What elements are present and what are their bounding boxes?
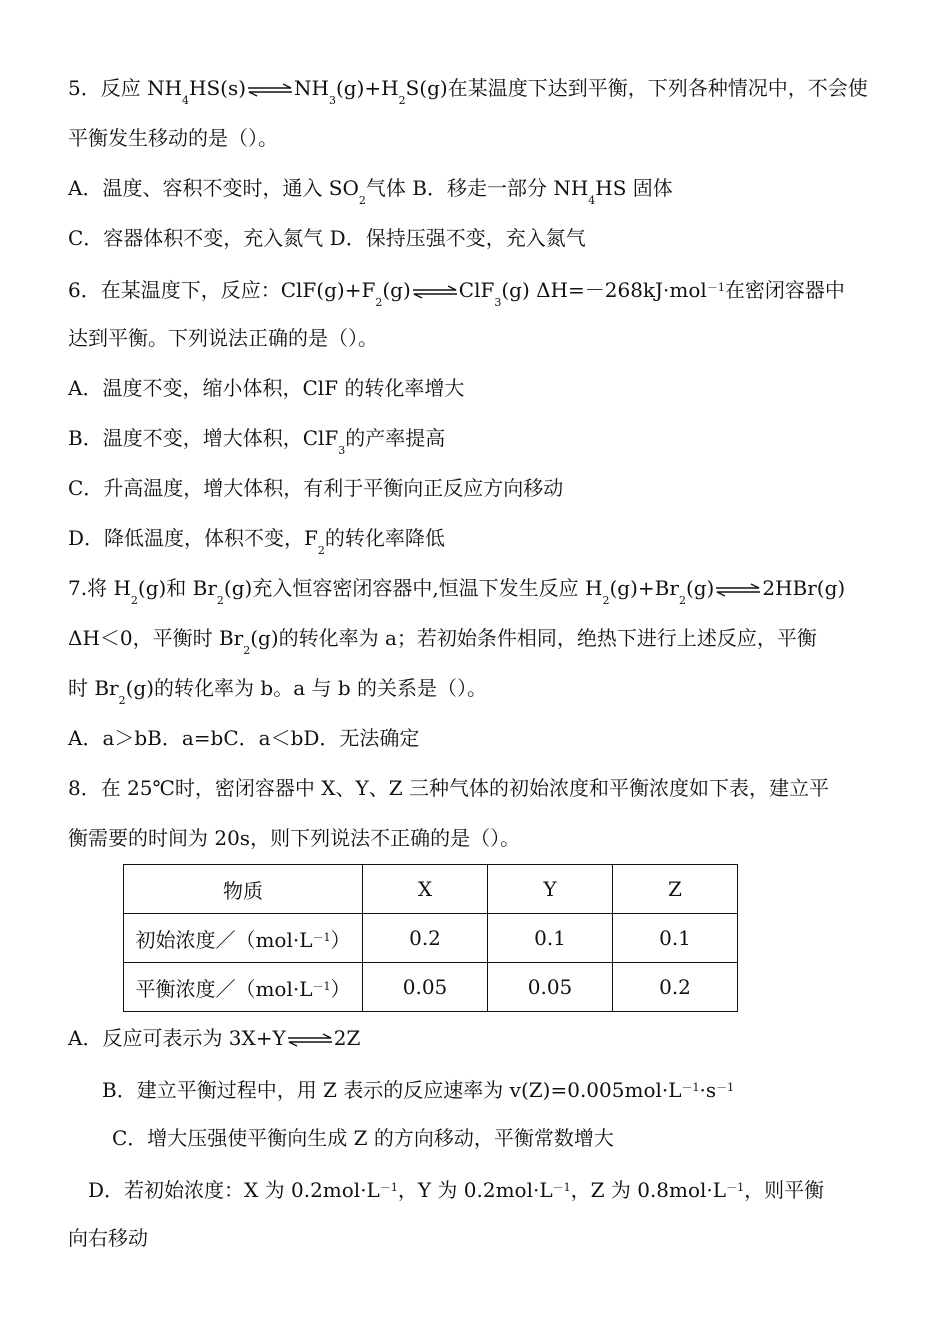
q7-line2: ΔH＜0，平衡时 $Br_2(g)$的转化率为 a；若初始条件相同，绝热下进行上述反应，平衡 <box>68 626 817 657</box>
table-row <box>124 914 738 963</box>
q6-option-b: B．温度不变，增大体积，ClF$_3$的产率提高 <box>68 426 446 457</box>
q8-option-b: B．建立平衡过程中，用 Z 表示的反应速率为 $v(Z)=0.005mol\cdot L^{-1}\cdot s^{-1}$ <box>102 1078 735 1102</box>
table-header-cell: Z <box>613 865 738 914</box>
q7-options: A．a＞bB．a=bC．a＜bD．无法确定 <box>68 726 420 750</box>
equilibrium-arrow-icon <box>715 583 761 597</box>
table-cell: 0.1 <box>488 914 613 963</box>
equilibrium-arrow-icon <box>412 285 458 299</box>
table-row-label: 平衡浓度$/(mol\cdot L^{-1})$ <box>124 963 363 1012</box>
q5-line2: 平衡发生移动的是（）。 <box>68 126 278 150</box>
q6-option-a: A．温度不变，缩小体积，ClF 的转化率增大 <box>68 376 465 400</box>
table-cell: 0.2 <box>363 914 488 963</box>
table-cell: 0.05 <box>363 963 488 1012</box>
q6-line1: 6．在某温度下，反应：$ClF(g)+F_2(g)$ ClF$_3$(g) ΔH=－268kJ·mol$^{-1}$在密闭容器中 <box>68 278 845 309</box>
concentration-table <box>123 864 738 1012</box>
q6-line2: 达到平衡。下列说法正确的是（）。 <box>68 326 378 350</box>
q7-line3: 时 $Br_2(g)$的转化率为 b。a 与 b 的关系是（）。 <box>68 676 487 707</box>
table-header-cell: 物质 <box>124 865 363 914</box>
q8-option-c: C．增大压强使平衡向生成 Z 的方向移动，平衡常数增大 <box>112 1126 614 1150</box>
q5-options-ab: A．温度、容积不变时，通入 $SO_2$气体 B．移走一部分 $NH_4HS$ 固体 <box>68 176 673 207</box>
q6-option-c: C．升高温度，增大体积，有利于平衡向正反应方向移动 <box>68 476 564 500</box>
q8-option-d: D．若初始浓度：X 为 $0.2mol\cdot L^{-1}$，Y 为 $0.2mol\cdot L^{-1}$，Z 为 $0.8mol\cdot L^{-1}$，则平衡 <box>88 1178 825 1202</box>
q8-line1: 8．在 25℃时，密闭容器中 X、Y、Z 三种气体的初始浓度和平衡浓度如下表，建立平 <box>68 776 829 800</box>
equilibrium-arrow-icon <box>287 1033 333 1047</box>
table-header-cell: X <box>363 865 488 914</box>
q8-option-a: A．反应可表示为 3X+Y 2Z <box>68 1026 361 1050</box>
table-row-label: 初始浓度$/(mol\cdot L^{-1})$ <box>124 914 363 963</box>
table-cell: 0.05 <box>488 963 613 1012</box>
q5-line1: 5．反应 $NH_4HS(s)$ $NH_3(g)+H_2S(g)$在某温度下达到平衡，下列各种情况中，不会使 <box>68 76 868 107</box>
equilibrium-arrow-icon <box>247 83 293 97</box>
q7-line1: 7.将 $H_2(g)$和 $Br_2(g)$充入恒容密闭容器中,恒温下发生反应 $H_2(g)+Br_2(g)$ 2HBr(g) <box>68 576 846 607</box>
q6-option-d: D．降低温度，体积不变，$F_2$的转化率降低 <box>68 526 445 557</box>
table-cell: 0.1 <box>613 914 738 963</box>
q8-option-d-cont: 向右移动 <box>68 1226 148 1250</box>
q8-line2: 衡需要的时间为 20s，则下列说法不正确的是（）。 <box>68 826 521 850</box>
table-row <box>124 963 738 1012</box>
table-header-cell: Y <box>488 865 613 914</box>
table-cell: 0.2 <box>613 963 738 1012</box>
table-header-row <box>124 865 738 914</box>
q5-options-cd: C．容器体积不变，充入氮气 D．保持压强不变，充入氮气 <box>68 226 586 250</box>
